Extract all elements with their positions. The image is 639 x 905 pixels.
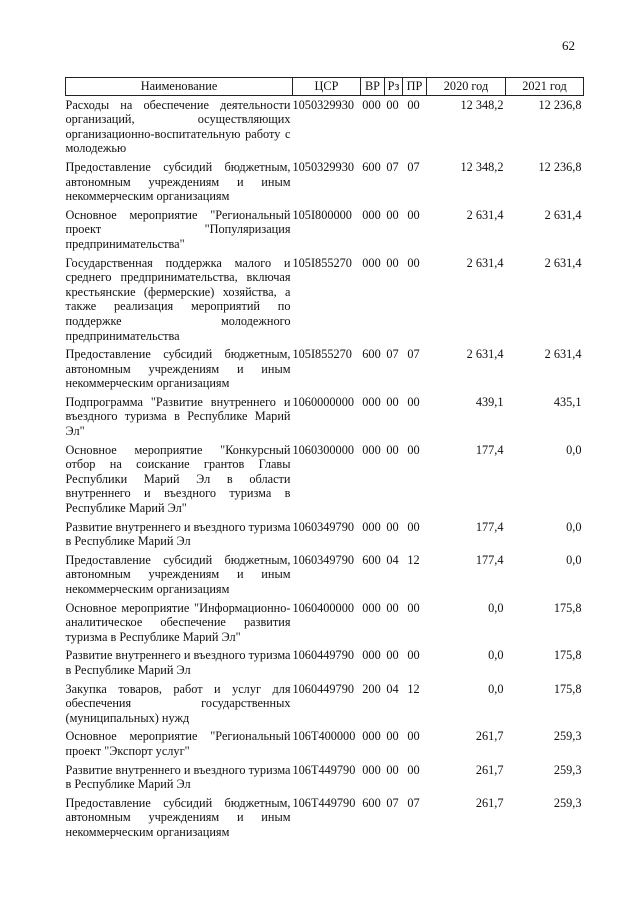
table-row	[66, 345, 584, 393]
budget-table	[65, 77, 584, 842]
row-amount-2020: 261,7	[475, 762, 504, 777]
row-pr-code: 00	[407, 442, 420, 457]
row-name: Развитие внутреннего и въездного туризма в Республике Марий Эл	[65, 519, 291, 549]
header-rz: Рз	[385, 78, 403, 96]
table-row	[66, 794, 584, 842]
table-row	[66, 646, 584, 679]
row-amount-2021: 0,0	[566, 519, 582, 534]
row-pr-code: 00	[407, 600, 420, 615]
row-vr-code: 000	[362, 255, 381, 270]
row-vr-code: 000	[362, 207, 381, 222]
row-amount-2021: 0,0	[566, 442, 582, 457]
row-csr-code: 1060349790	[292, 519, 354, 534]
row-amount-2021: 2 631,4	[544, 255, 582, 270]
row-rz-code: 00	[386, 519, 399, 534]
table-row	[66, 680, 584, 728]
row-name: Основное мероприятие "Региональный проект "Популяризация предпринимательства"	[65, 207, 291, 251]
row-csr-code: 1060300000	[292, 442, 354, 457]
row-name: Основное мероприятие "Конкурсный отбор на соискание грантов Главы Республики Марий Эл в области внутреннего и въездного туризма в Республике Марий Эл"	[65, 442, 291, 516]
page-number: 62	[562, 38, 575, 53]
row-vr-code: 600	[362, 347, 381, 362]
table-row	[66, 158, 584, 206]
row-csr-code: 106T400000	[292, 729, 356, 744]
row-rz-code: 00	[386, 394, 399, 409]
row-amount-2020: 0,0	[488, 600, 504, 615]
row-csr-code: 105I855270	[292, 347, 352, 362]
row-amount-2021: 435,1	[553, 394, 582, 409]
row-rz-code: 00	[386, 97, 399, 112]
table-row	[66, 206, 584, 254]
row-rz-code: 00	[386, 600, 399, 615]
row-rz-code: 04	[386, 681, 399, 696]
row-amount-2021: 259,3	[553, 729, 582, 744]
row-amount-2021: 2 631,4	[544, 347, 582, 362]
row-rz-code: 00	[386, 762, 399, 777]
row-name: Подпрограмма "Развитие внутреннего и въездного туризма в Республике Марий Эл"	[65, 394, 291, 439]
row-csr-code: 1060400000	[292, 600, 354, 615]
row-vr-code: 000	[362, 762, 381, 777]
row-rz-code: 07	[386, 795, 399, 810]
header-year-2021: 2021 год	[506, 78, 584, 96]
row-amount-2021: 175,8	[553, 600, 582, 615]
row-amount-2021: 12 236,8	[538, 159, 582, 174]
row-csr-code: 106T449790	[292, 795, 356, 810]
table-body	[66, 95, 584, 841]
row-name: Закупка товаров, работ и услуг для обеспечения государственных (муниципальных) нужд	[65, 681, 291, 725]
row-csr-code: 1060000000	[292, 394, 354, 409]
table-row	[66, 551, 584, 599]
row-amount-2020: 261,7	[475, 729, 504, 744]
table-row	[66, 761, 584, 794]
row-pr-code: 00	[407, 255, 420, 270]
row-pr-code: 00	[407, 97, 420, 112]
row-pr-code: 00	[407, 519, 420, 534]
row-amount-2020: 177,4	[475, 519, 504, 534]
row-pr-code: 07	[407, 795, 420, 810]
header-vr: ВР	[361, 78, 385, 96]
row-csr-code: 106T449790	[292, 762, 356, 777]
table-row	[66, 254, 584, 346]
row-rz-code: 04	[386, 552, 399, 567]
row-rz-code: 00	[386, 729, 399, 744]
row-name: Предоставление субсидий бюджетным, автономным учреждениям и иным некоммерческим организациям	[65, 795, 291, 839]
row-amount-2020: 439,1	[475, 394, 504, 409]
row-pr-code: 12	[407, 681, 420, 696]
row-amount-2021: 175,8	[553, 648, 582, 663]
row-amount-2021: 12 236,8	[538, 97, 582, 112]
row-amount-2020: 12 348,2	[460, 97, 504, 112]
row-csr-code: 1050329930	[292, 159, 354, 174]
row-pr-code: 00	[407, 648, 420, 663]
row-csr-code: 1060449790	[292, 648, 354, 663]
row-amount-2020: 177,4	[475, 552, 504, 567]
table-row	[66, 727, 584, 760]
row-csr-code: 1050329930	[292, 97, 354, 112]
row-amount-2020: 0,0	[488, 648, 504, 663]
header-year-2020: 2020 год	[427, 78, 506, 96]
row-pr-code: 00	[407, 762, 420, 777]
row-vr-code: 600	[362, 795, 381, 810]
row-amount-2020: 2 631,4	[466, 207, 504, 222]
row-pr-code: 07	[407, 347, 420, 362]
row-rz-code: 07	[386, 159, 399, 174]
header-pr: ПР	[403, 78, 427, 96]
row-name: Основное мероприятие "Информационно-аналитическое обеспечение развития туризма в Республике Марий Эл"	[65, 600, 291, 644]
row-amount-2021: 0,0	[566, 552, 582, 567]
row-amount-2020: 2 631,4	[466, 255, 504, 270]
row-csr-code: 105I855270	[292, 255, 352, 270]
header-csr: ЦСР	[293, 78, 361, 96]
row-csr-code: 105I800000	[292, 207, 352, 222]
row-amount-2021: 175,8	[553, 681, 582, 696]
row-vr-code: 000	[362, 519, 381, 534]
row-rz-code: 00	[386, 255, 399, 270]
row-vr-code: 000	[362, 600, 381, 615]
row-csr-code: 1060349790	[292, 552, 354, 567]
table-row	[66, 518, 584, 551]
table-row	[66, 393, 584, 441]
table-row	[66, 599, 584, 647]
row-vr-code: 600	[362, 159, 381, 174]
row-amount-2020: 2 631,4	[466, 347, 504, 362]
table-header	[66, 78, 584, 96]
row-pr-code: 12	[407, 552, 420, 567]
row-vr-code: 000	[362, 394, 381, 409]
row-name: Расходы на обеспечение деятельности организаций, осуществляющих организационно-воспитательную работу с молодежью	[65, 97, 291, 156]
row-pr-code: 07	[407, 159, 420, 174]
row-amount-2021: 2 631,4	[544, 207, 582, 222]
row-pr-code: 00	[407, 207, 420, 222]
table-row	[66, 95, 584, 158]
row-vr-code: 200	[362, 681, 381, 696]
row-amount-2020: 261,7	[475, 795, 504, 810]
row-amount-2021: 259,3	[553, 762, 582, 777]
row-rz-code: 00	[386, 442, 399, 457]
row-csr-code: 1060449790	[292, 681, 354, 696]
row-name: Развитие внутреннего и въездного туризма в Республике Марий Эл	[65, 648, 291, 677]
row-vr-code: 000	[362, 729, 381, 744]
row-amount-2020: 177,4	[475, 442, 504, 457]
row-vr-code: 000	[362, 97, 381, 112]
row-vr-code: 000	[362, 442, 381, 457]
table-row	[66, 441, 584, 518]
row-amount-2021: 259,3	[553, 795, 582, 810]
row-rz-code: 00	[386, 207, 399, 222]
row-pr-code: 00	[407, 729, 420, 744]
row-rz-code: 00	[386, 648, 399, 663]
row-name: Предоставление субсидий бюджетным, автономным учреждениям и иным некоммерческим организациям	[65, 159, 291, 204]
row-name: Развитие внутреннего и въездного туризма в Республике Марий Эл	[65, 762, 291, 792]
header-name: Наименование	[66, 78, 293, 96]
row-vr-code: 600	[362, 552, 381, 567]
row-pr-code: 00	[407, 394, 420, 409]
row-name: Предоставление субсидий бюджетным, автономным учреждениям и иным некоммерческим организациям	[65, 552, 291, 596]
row-rz-code: 07	[386, 347, 399, 362]
row-amount-2020: 0,0	[488, 681, 504, 696]
row-name: Основное мероприятие "Региональный проект "Экспорт услуг"	[65, 729, 291, 758]
row-vr-code: 000	[362, 648, 381, 663]
row-amount-2020: 12 348,2	[460, 159, 504, 174]
row-name: Предоставление субсидий бюджетным, автономным учреждениям и иным некоммерческим организациям	[65, 347, 291, 391]
row-name: Государственная поддержка малого и среднего предпринимательства, включая крестьянские (фермерские) хозяйства, а также реализация мероприятий по поддержке молодежного предпринимательства	[65, 255, 291, 343]
